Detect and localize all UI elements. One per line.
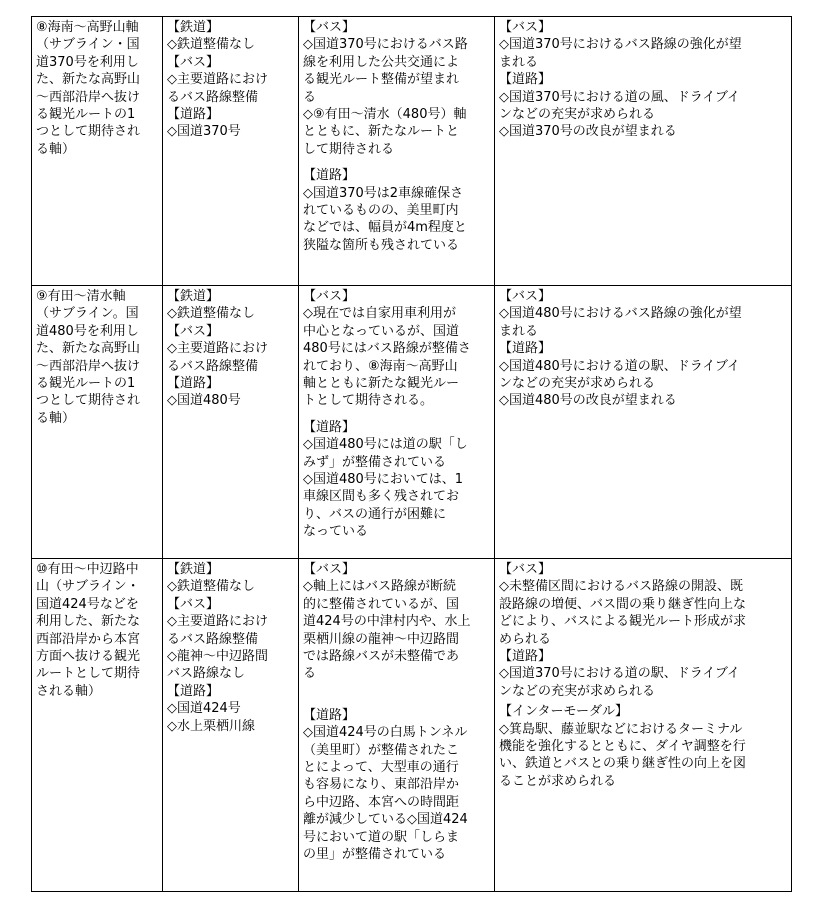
cell-text-line: り、バスの通行が困難に	[303, 506, 447, 522]
cell-text-line: ◇国道370号におけるバス路	[303, 37, 468, 53]
cell-text-line: ◇軸上にはバス路線が断続	[303, 579, 456, 595]
cell-text-line: ◇国道370号の改良が望まれる	[499, 124, 677, 140]
cell-text-line: る軸）	[36, 410, 76, 426]
cell-text-line: 【バス】	[303, 562, 356, 577]
cell-text-line: 的に整備されているが、国	[303, 596, 460, 612]
cell-text-line: バス路線なし	[167, 666, 246, 682]
cell-text-line: 狭隘な箇所も残されている	[303, 237, 460, 253]
cell-text-line: 西部沿岸から本宮	[36, 631, 141, 647]
cell-text-line: 方面へ抜ける観光	[36, 649, 141, 665]
cell-text-line: （美里町）が整備されたこ	[303, 742, 460, 758]
direction-cell	[495, 17, 792, 286]
cell-text-line: る軸）	[36, 141, 76, 157]
cell-text-line: 軸とともに新たな観光ルー	[303, 376, 460, 392]
cell-text-line: 線を利用した公共交通によ	[303, 54, 460, 70]
cell-text-line: 【バス】	[499, 20, 552, 35]
cell-text-line: められる	[499, 631, 552, 647]
issues-cell	[299, 17, 495, 286]
cell-text-line: れており、⑧海南～高野山	[303, 358, 458, 374]
cell-text-line: ◇現在では自家用車利用が	[303, 306, 456, 322]
cell-text-line: ◇龍神～中辺路間	[167, 649, 268, 665]
cell-text-line: 【バス】	[499, 562, 552, 577]
cell-text-line: ◇主要道路におけ	[167, 614, 268, 630]
cell-text-line: 【鉄道】	[167, 289, 220, 304]
cell-text-line: 道370号を利用し	[36, 54, 139, 70]
cell-text-line: る観光ルート整備が望まれ	[303, 72, 460, 88]
cell-text-line: 【鉄道】	[167, 20, 220, 35]
cell-text-line: の里」が整備されている	[303, 847, 447, 863]
cell-text-line: るバス路線整備	[167, 89, 259, 105]
cell-text-line: 車線区間も多く残されてお	[303, 489, 460, 505]
issues-cell	[299, 559, 495, 892]
cell-text-line: ◇国道424号の白馬トンネル	[303, 725, 468, 741]
cell-text-line: 480号にはバス路線が整備さ	[303, 341, 471, 357]
cell-text-line: 道424号の中津村内や、水上	[303, 614, 471, 630]
cell-text-line: 【道路】	[499, 649, 552, 665]
table-row	[32, 17, 792, 286]
current-status-cell	[163, 286, 299, 559]
table-row	[32, 559, 792, 892]
cell-text-line: 【道路】	[499, 72, 552, 88]
cell-text-line: 機能を強化するとともに、ダイヤ調整を行	[499, 739, 746, 755]
cell-text-line: ◇水上栗栖川線	[167, 718, 255, 734]
cell-text-line: して期待される	[303, 141, 395, 157]
cell-text-line: も容易になり、東部沿岸か	[303, 777, 460, 793]
cell-text-line: ◇鉄道整備なし	[167, 37, 255, 53]
cell-text-line: る観光ルートの1	[36, 107, 136, 123]
cell-text-line: ルートとして期待	[36, 666, 141, 682]
cell-text-line: どにより、バスによる観光ルート形成が求	[499, 614, 747, 630]
cell-text-line: まれる	[499, 54, 539, 70]
cell-text-line: トとして期待される。	[303, 393, 434, 409]
cell-text-line: とともに、新たなルートと	[303, 124, 460, 140]
cell-text-line: ンなどの充実が求められる	[499, 376, 656, 392]
cell-text-line: ◇国道480号における道の駅、ドライブイ	[499, 358, 740, 374]
cell-text-line: 栗栖川線の龍神～中辺路間	[303, 631, 460, 647]
cell-text-line: ◇主要道路におけ	[167, 72, 268, 88]
cell-text-line: 利用した、新たな	[36, 614, 141, 630]
cell-text-line: ⑨有田～清水軸	[36, 289, 126, 304]
cell-text-line: ⑧海南～高野山軸	[36, 20, 139, 35]
cell-text-line: 【道路】	[167, 683, 220, 699]
cell-text-line: ◇国道370号におけるバス路線の強化が望	[499, 37, 742, 53]
cell-text-line: る	[303, 666, 317, 682]
cell-text-line: ◇国道370号は2車線確保さ	[303, 185, 464, 201]
cell-text-line: ◇主要道路におけ	[167, 341, 268, 357]
cell-text-line: 設路線の増便、バス間の乗り継ぎ性向上な	[499, 596, 747, 612]
table-row	[32, 286, 792, 559]
current-status-cell	[163, 559, 299, 892]
cell-text-line: るバス路線整備	[167, 358, 259, 374]
cell-text-line: ◇国道480号の改良が望まれる	[499, 393, 677, 409]
cell-text-line: る観光ルートの1	[36, 376, 136, 392]
cell-text-line: 【道路】	[303, 707, 356, 723]
cell-text-line: つとして期待され	[36, 124, 141, 140]
cell-text-line: るバス路線整備	[167, 631, 259, 647]
cell-text-line: ◇⑨有田～清水（480号）軸	[303, 107, 467, 123]
cell-text-line: ⑩有田～中辺路中	[36, 562, 139, 577]
axis-cell	[32, 286, 163, 559]
axis-cell	[32, 559, 163, 892]
cell-text-line: 【バス】	[167, 323, 220, 339]
cell-text-line: では路線バスが未整備であ	[303, 649, 460, 665]
cell-text-line: 号において道の駅「しらま	[303, 829, 460, 845]
direction-cell	[495, 559, 792, 892]
cell-text-line: ◇箕島駅、藤並駅などにおけるターミナル	[499, 721, 743, 737]
cell-text-line: つとして期待され	[36, 393, 141, 409]
cell-text-line: ンなどの充実が求められる	[499, 107, 656, 123]
cell-text-line: ◇国道480号	[167, 393, 241, 409]
cell-text-line: 【バス】	[303, 289, 356, 304]
cell-text-line: 【鉄道】	[167, 562, 220, 577]
cell-text-line: ◇未整備区間におけるバス路線の開設、既	[499, 579, 743, 595]
cell-text-line: まれる	[499, 323, 539, 339]
cell-text-line: 【道路】	[303, 168, 356, 184]
cell-text-line: 【道路】	[167, 107, 220, 123]
cell-text-line: ◇鉄道整備なし	[167, 579, 255, 595]
cell-text-line: 【バス】	[303, 20, 356, 35]
axis-cell	[32, 17, 163, 286]
cell-text-line: ら中辺路、本宮への時間距	[303, 794, 460, 810]
cell-text-line: ◇鉄道整備なし	[167, 306, 255, 322]
cell-text-line: 【道路】	[167, 376, 220, 392]
cell-text-line: 【道路】	[499, 341, 552, 357]
cell-text-line: 離が減少している◇国道424	[303, 812, 468, 828]
cell-text-line: 【バス】	[499, 289, 552, 304]
cell-text-line: ◇国道370号における道の風、ドライブイ	[499, 89, 740, 105]
cell-text-line: 中心となっているが、国道	[303, 323, 460, 339]
cell-text-line: ◇国道424号	[167, 701, 241, 717]
cell-text-line: みず」が整備されている	[303, 454, 447, 470]
cell-text-line: とによって、大型車の通行	[303, 760, 459, 776]
cell-text-line: 【バス】	[167, 596, 220, 612]
cell-text-line: ることが求められる	[499, 773, 617, 789]
issues-cell	[299, 286, 495, 559]
cell-text-line: 道480号を利用し	[36, 323, 139, 339]
cell-text-line: ◇国道370号における道の駅、ドライブイ	[499, 666, 740, 682]
cell-text-line: 国道424号などを	[36, 596, 139, 612]
cell-text-line: ◇国道480号には道の駅「し	[303, 437, 468, 453]
cell-text-line: 山（サブライン・	[36, 579, 140, 595]
cell-text-line: 【バス】	[167, 54, 220, 70]
cell-text-line: ンなどの充実が求められる	[499, 683, 656, 699]
cell-text-line: ～西部沿岸へ抜け	[36, 358, 141, 374]
route-axis-table	[31, 16, 792, 892]
cell-text-line: （サブライン。国	[36, 306, 139, 322]
cell-text-line: た、新たな高野山	[36, 72, 141, 88]
cell-text-line: （サブライン・国	[36, 37, 140, 53]
cell-text-line: される軸）	[36, 683, 102, 699]
cell-text-line: ◇国道480号においては、1	[303, 472, 464, 488]
cell-text-line: い、鉄道とバスとの乗り継ぎ性の向上を図	[499, 756, 747, 772]
cell-text-line: れているものの、美里町内	[303, 203, 459, 219]
cell-text-line: る	[303, 89, 317, 105]
cell-text-line: ◇国道370号	[167, 124, 241, 140]
direction-cell	[495, 286, 792, 559]
current-status-cell	[163, 17, 299, 286]
cell-text-line: た、新たな高野山	[36, 341, 141, 357]
cell-text-line: ◇国道480号におけるバス路線の強化が望	[499, 306, 742, 322]
cell-text-line: 【道路】	[303, 419, 356, 435]
cell-text-line: ～西部沿岸へ抜け	[36, 89, 141, 105]
cell-text-line: 【インターモーダル】	[499, 704, 628, 720]
cell-text-line: などでは、幅員が4m程度と	[303, 220, 467, 236]
cell-text-line: なっている	[303, 524, 369, 540]
